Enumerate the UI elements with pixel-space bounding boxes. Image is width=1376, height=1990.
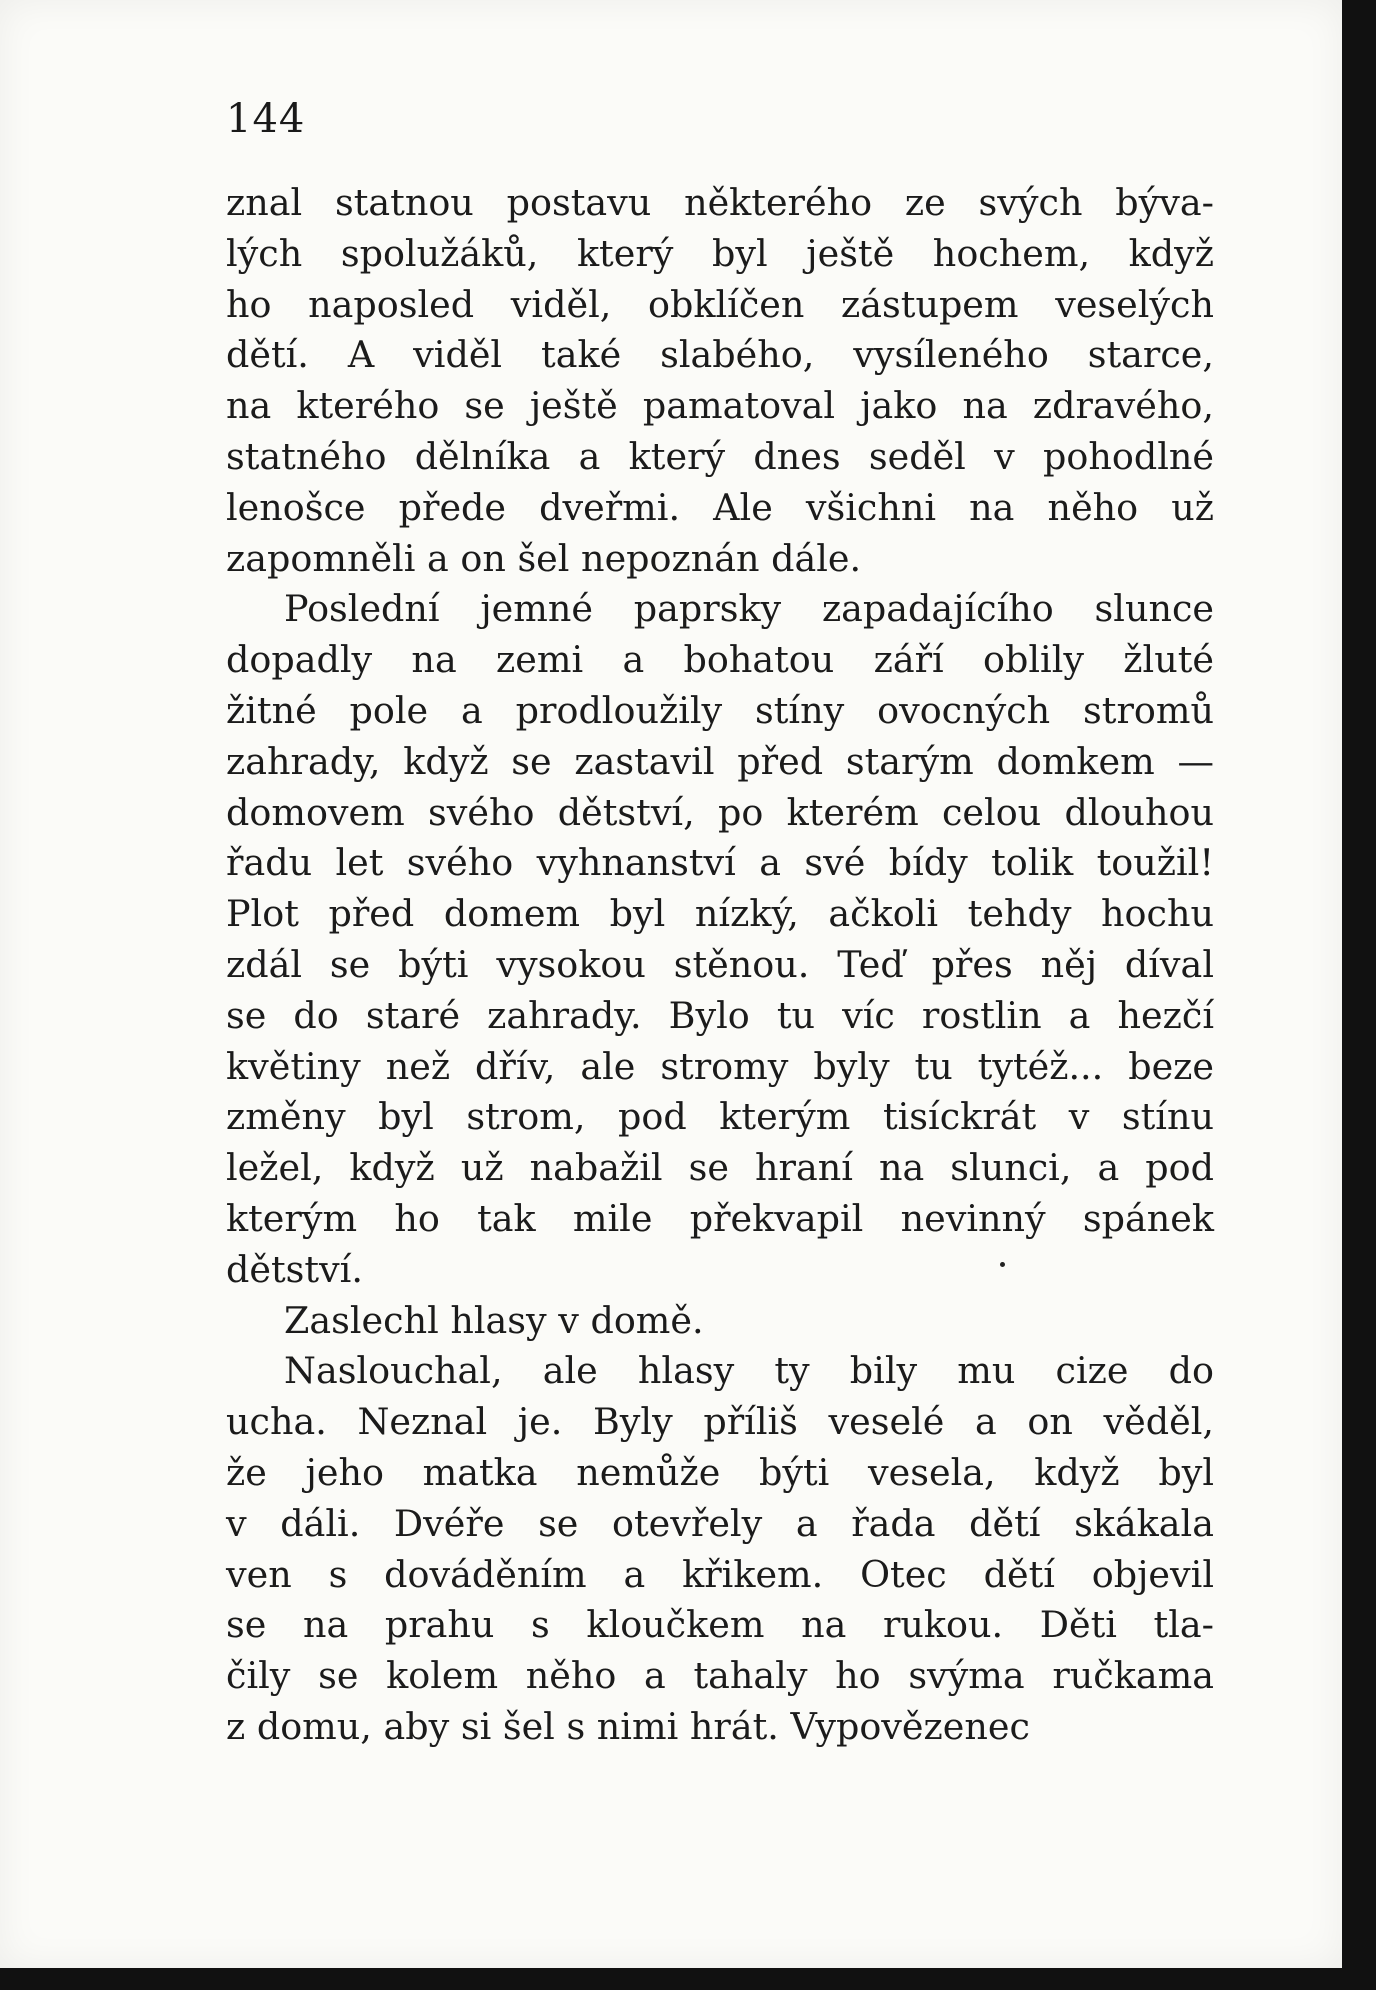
text-line: se do staré zahrady. Bylo tu víc rostlin a hezčí (226, 993, 1214, 1037)
text-line: lých spolužáků, který byl ještě hochem, když (226, 231, 1214, 275)
text-line: lenošce přede dveřmi. Ale všichni na něho už (226, 485, 1214, 529)
body-text (226, 178, 1214, 1753)
text-line: zapomněli a on šel nepoznán dále. (226, 536, 862, 580)
text-line: dětí. A viděl také slabého, vysíleného starce, (226, 333, 1214, 377)
text-line: Zaslechl hlasy v domě. (284, 1298, 704, 1342)
text-line: na kterého se ještě pamatoval jako na zdravého, (226, 384, 1214, 428)
paragraph (226, 178, 1214, 584)
text-line: ucha. Neznal je. Byly příliš veselé a on věděl, (226, 1400, 1214, 1444)
text-line: květiny než dřív, ale stromy byly tu tytéž... beze (226, 1044, 1214, 1088)
text-line: změny byl strom, pod kterým tisíckrát v stínu (226, 1095, 1214, 1139)
paragraph (226, 1296, 1214, 1347)
stray-dot-mark (1000, 1262, 1005, 1267)
text-line: z domu, aby si šel s nimi hrát. Vypovězenec (226, 1704, 1030, 1748)
text-line: zahrady, když se zastavil před starým domkem — (226, 739, 1214, 783)
text-line: řadu let svého vyhnanství a své bídy tolik toužil! (226, 841, 1214, 885)
text-line: Naslouchal, ale hlasy ty bily mu cize do (284, 1349, 1214, 1393)
text-line: dopadly na zemi a bohatou září oblily žluté (226, 638, 1214, 682)
paragraph (226, 1346, 1214, 1752)
text-line: Plot před domem byl nízký, ačkoli tehdy hochu (226, 892, 1214, 936)
text-line: znal statnou postavu některého ze svých býva- (226, 181, 1214, 224)
text-line: zdál se býti vysokou stěnou. Teď přes něj díval (226, 942, 1214, 986)
text-line: se na prahu s kloučkem na rukou. Děti tla- (226, 1603, 1214, 1647)
text-line: že jeho matka nemůže býti vesela, když byl (226, 1450, 1214, 1494)
text-line: kterým ho tak mile překvapil nevinný spánek (226, 1196, 1214, 1240)
text-line: statného dělníka a který dnes seděl v pohodlné (226, 434, 1214, 478)
text-line: domovem svého dětství, po kterém celou dlouhou (226, 790, 1214, 834)
text-line: ho naposled viděl, obklíčen zástupem veselých (226, 282, 1214, 326)
text-line: v dáli. Dvéře se otevřely a řada dětí skákala (226, 1501, 1214, 1545)
text-line: ležel, když už nabažil se hraní na slunci, a pod (226, 1146, 1214, 1190)
text-line: čily se kolem něho a tahaly ho svýma ručkama (226, 1654, 1214, 1698)
paragraph (226, 584, 1214, 1295)
text-line: Poslední jemné paprsky zapadajícího slunce (284, 587, 1214, 631)
page-number: 144 (226, 96, 306, 142)
text-line: žitné pole a prodloužily stíny ovocných stromů (226, 688, 1214, 732)
text-line: ven s dováděním a křikem. Otec dětí objevil (226, 1552, 1214, 1596)
text-line: dětství. (226, 1247, 363, 1291)
